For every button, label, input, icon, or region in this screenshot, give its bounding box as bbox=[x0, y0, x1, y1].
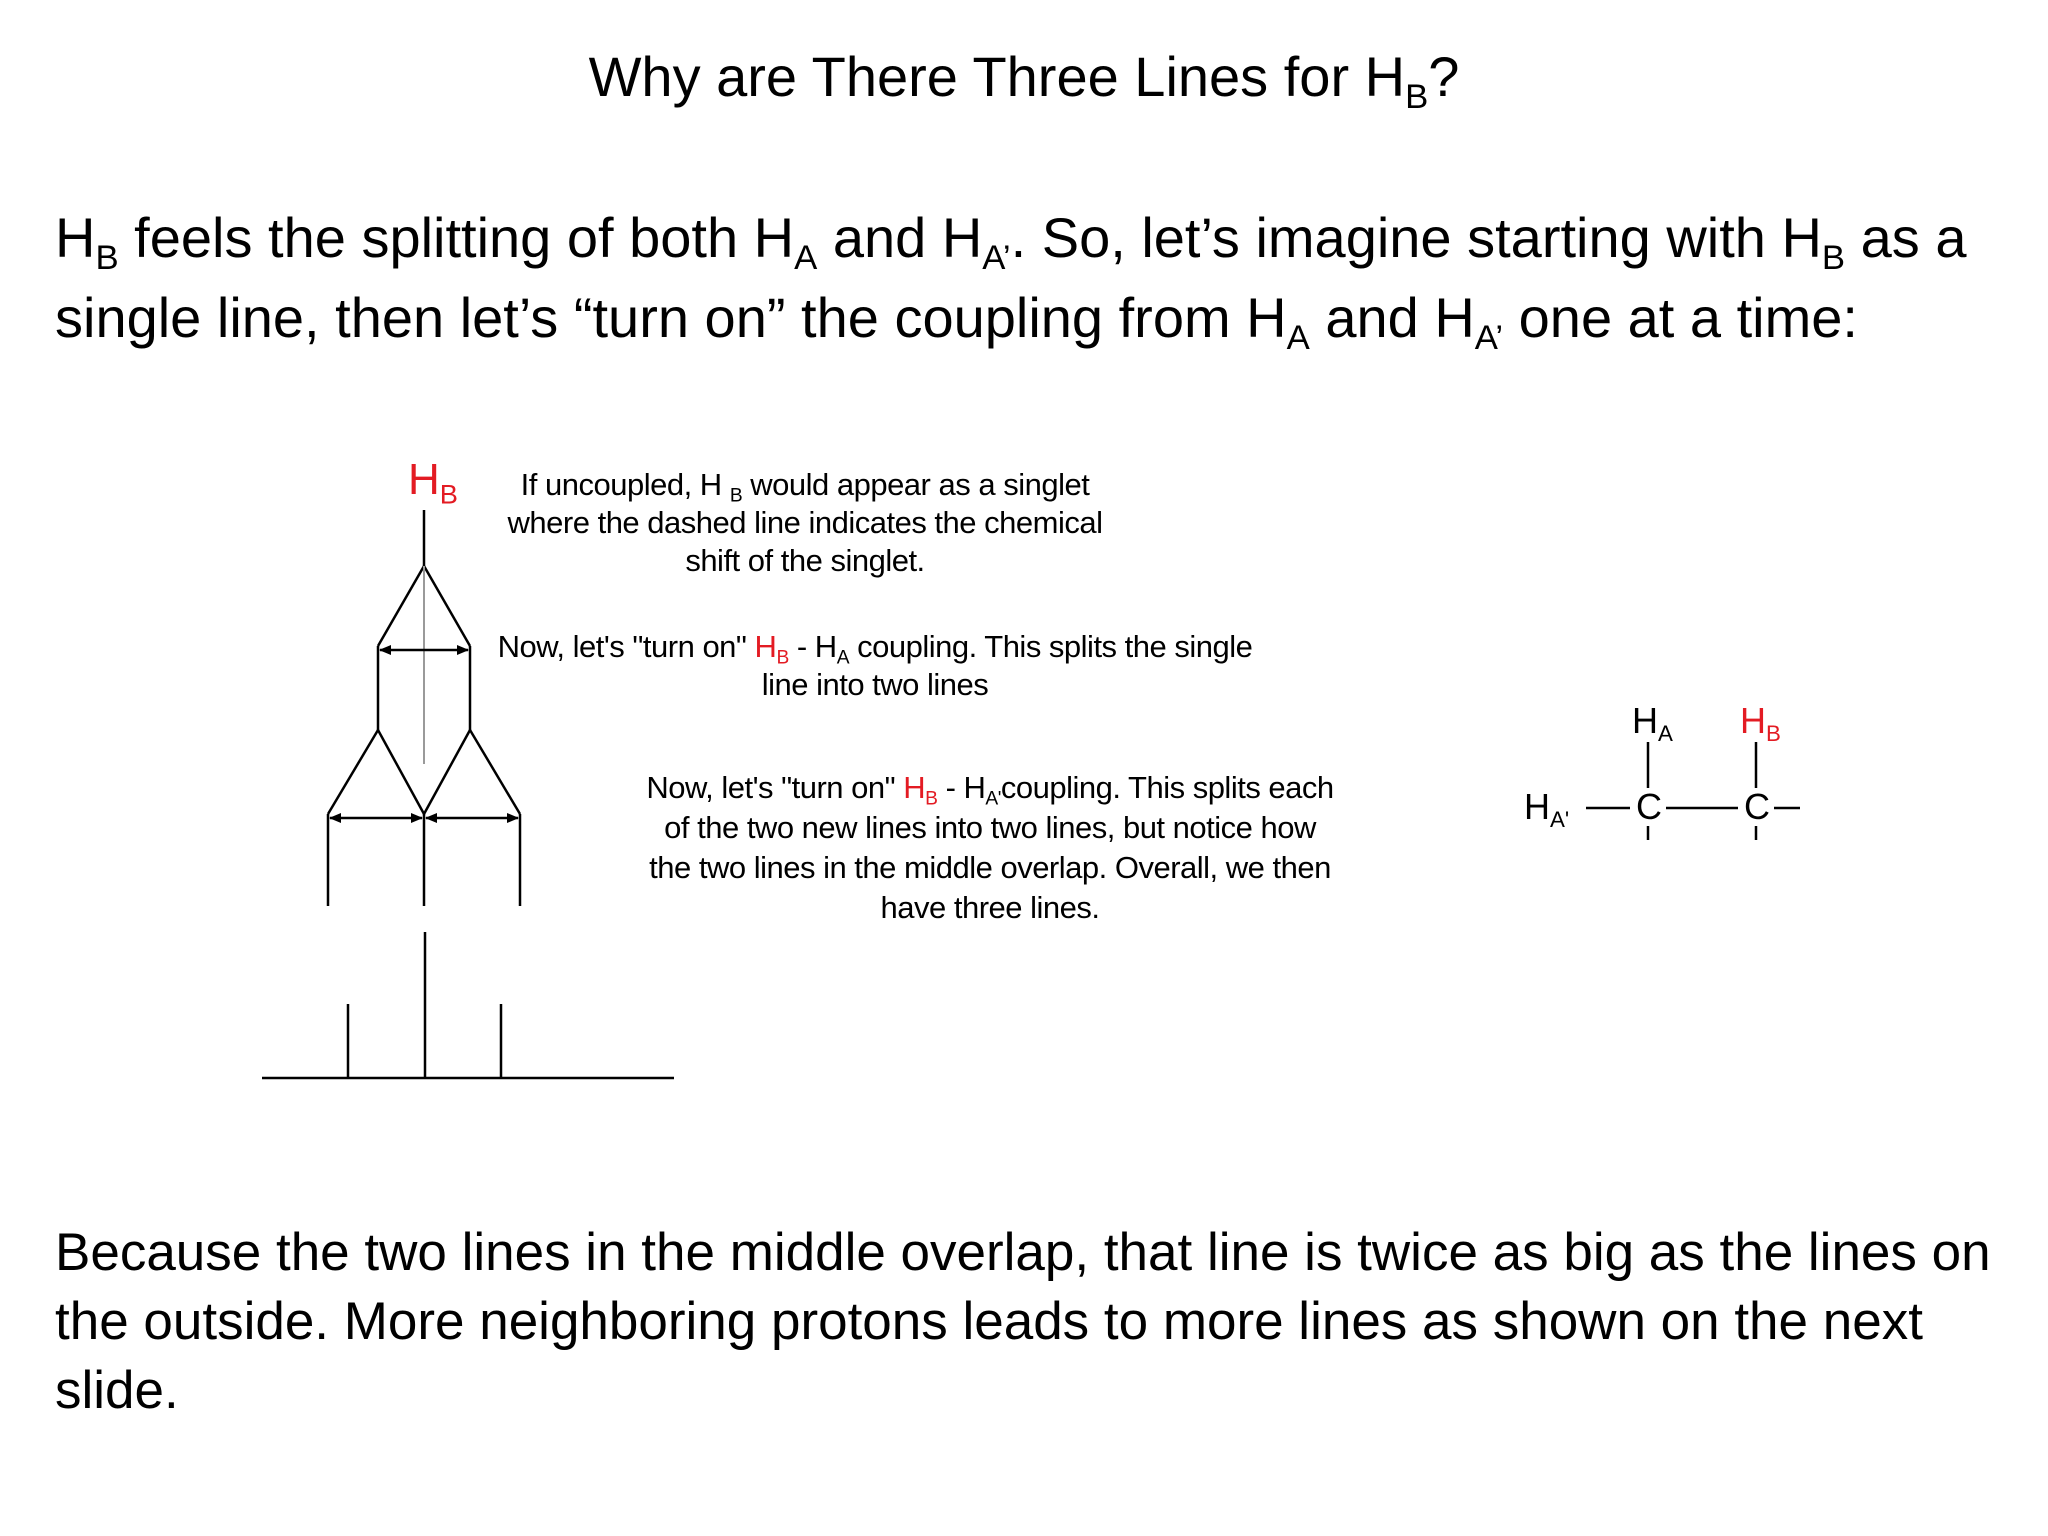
molecule-c1-label: C bbox=[1636, 786, 1662, 827]
split2-rr-diag bbox=[470, 730, 520, 814]
split2-rl-diag bbox=[424, 730, 470, 814]
splitting-tree-hb-label: $H_B$ bbox=[408, 455, 458, 510]
molecule-c2-label: C bbox=[1744, 786, 1770, 827]
molecule-hap-label: $H_{A'}$ bbox=[1524, 786, 1570, 832]
split1-right-diag bbox=[424, 566, 470, 646]
intro-paragraph: $H_B$ feels the splitting of both $H_A$ and $H_{A’}$. So, let’s imagine starting with $H_B$ as a single line, then let’s “turn on” the coupling from $H_A$ and $H_{A’}$ one at a time: bbox=[55, 206, 1967, 358]
split2-lr-diag bbox=[378, 730, 424, 814]
note-ha-coupling: Now, let's "turn on" $H_B - H_A$ coupling. This splits the single line into two lines bbox=[497, 629, 1253, 702]
molecule-ha-label: $H_A$ bbox=[1632, 700, 1673, 746]
molecule-hb-label: $H_B$ bbox=[1740, 700, 1781, 746]
split2-ll-diag bbox=[328, 730, 378, 814]
note-hap-coupling: Now, let's "turn on" $H_B$ - $H_{A'}coupling$. This splits each of the two new lines into two lines, but notice how the two lines in the middle overlap. Overall, we then have three lines. bbox=[646, 770, 1334, 925]
conclusion-paragraph: Because the two lines in the middle overlap, that line is twice as big as the lines on the outside. More neighboring protons leads to more lines as shown on the next slide. bbox=[55, 1223, 1991, 1420]
note-uncoupled: If uncoupled, H $_B$ would appear as a singlet where the dashed line indicates the chemical shift of the singlet. bbox=[507, 467, 1103, 578]
split1-left-diag bbox=[378, 566, 424, 646]
slide-title: Why are There Three Lines for $H_B$? bbox=[588, 45, 1460, 117]
